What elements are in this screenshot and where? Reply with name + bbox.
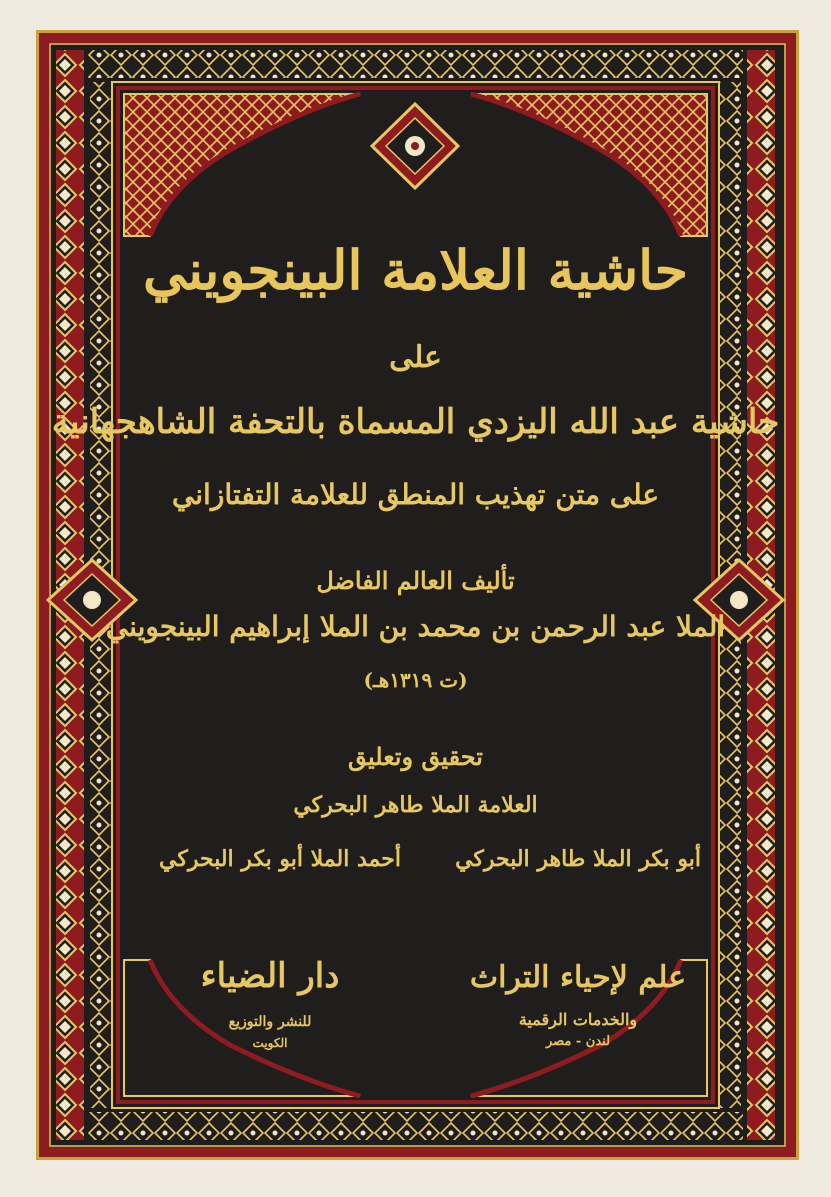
publisher-left-name: دار الضياء	[200, 956, 340, 996]
rosette-medallion-icon	[372, 104, 458, 188]
connector-ala: على	[389, 340, 442, 375]
editing-label: تحقيق وتعليق	[348, 742, 483, 771]
editor-name-3: أحمد الملا أبو بكر البحركي	[159, 846, 401, 872]
author-name: الملا عبد الرحمن بن محمد بن الملا إبراهيم البينجويني	[105, 610, 726, 643]
author-death-date: (ت ١٣١٩هـ)	[363, 668, 468, 692]
publisher-left-location: الكويت	[252, 1036, 288, 1050]
author-label: تأليف العالم الفاضل	[316, 566, 515, 595]
subtitle-hashiya: حاشية عبد الله اليزدي المسماة بالتحفة الشاهجهانية	[51, 402, 780, 442]
publisher-left-subtitle: للنشر والتوزيع	[228, 1014, 312, 1030]
editor-name-1: العلامة الملا طاهر البحركي	[293, 792, 538, 818]
publisher-right-location: لندن - مصر	[545, 1034, 611, 1049]
editor-name-2: أبو بكر الملا طاهر البحركي	[455, 846, 701, 872]
subtitle-matn: على متن تهذيب المنطق للعلامة التفتازاني	[171, 478, 660, 511]
publisher-right-name: علم لإحياء التراث	[469, 960, 687, 995]
publisher-right-subtitle: والخدمات الرقمية	[518, 1010, 638, 1029]
book-title: حاشية العلامة البينجويني	[143, 238, 688, 302]
